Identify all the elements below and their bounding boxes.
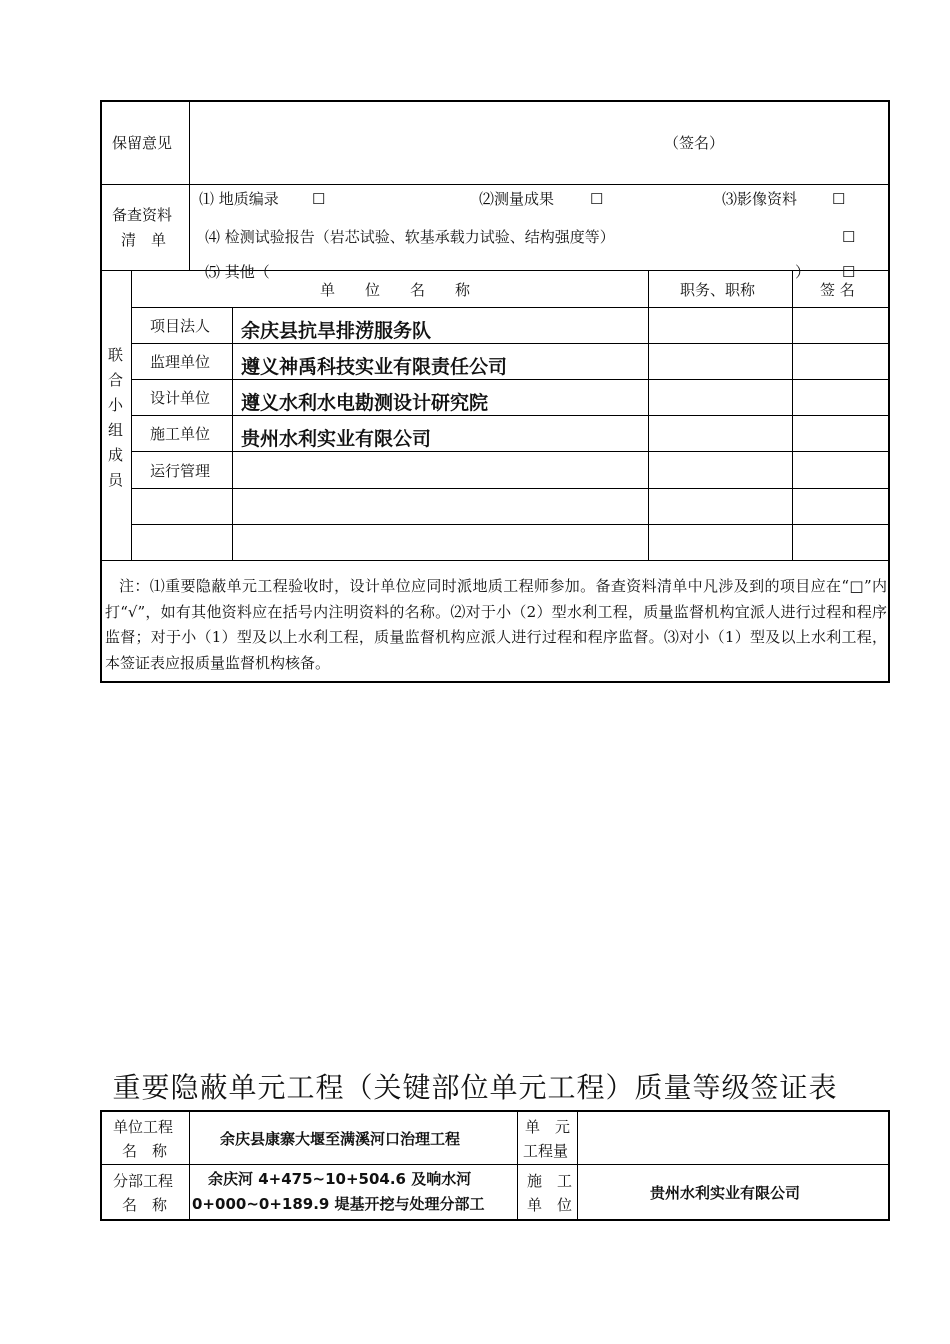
checklist-item-other: ⑸ 其他（ (205, 263, 270, 281)
reservation-label: 保留意见 (112, 134, 173, 152)
unit-project-value: 余庆县康寨大堰至满溪河口治理工程 (220, 1130, 461, 1148)
construction-label-2: 单 位 (527, 1196, 573, 1214)
header-position: 职务、职称 (680, 281, 756, 299)
role-operation: 运行管理 (150, 462, 211, 480)
unit-project-owner: 余庆县抗旱排涝服务队 (241, 320, 432, 342)
form-note: 注：⑴重要隐蔽单元工程验收时，设计单位应同时派地质工程师参加。备查资料清单中凡涉及到的项目应在“□”内打“√”，如有其他资料应在括号内注明资料的名称。⑵对于小（2）型水利工程，质量监督机构宜派人进行过程和程序监督；对于小（1）型及以上水利工程，质量监督机构应派人进行过程和程序监督。⑶对小（1）型及以上水利工程，本签证表应报质量监督机构核备。 (105, 577, 887, 672)
unit-quantity-label-2: 工程量 (523, 1142, 569, 1160)
role-supervision: 监理单位 (150, 353, 211, 371)
checkbox-survey[interactable]: ☐ (590, 190, 604, 208)
construction-label-1: 施 工 (527, 1172, 573, 1190)
checklist-item-test-report: ⑷ 检测试验报告（岩芯试验、软基承载力试验、结构强度等） (205, 228, 615, 246)
header-signature: 签 名 (820, 281, 855, 299)
checklist-label-line1: 备查资料 (112, 206, 173, 224)
checklist-item-survey: ⑵测量成果 (479, 190, 555, 208)
checkbox-test-report[interactable]: ☐ (842, 228, 856, 246)
sub-project-value-clip (190, 1166, 517, 1219)
checklist-label-line2: 清 单 (121, 231, 167, 249)
joint-group-char-1: 联 (108, 346, 124, 364)
unit-construction: 贵州水利实业有限公司 (241, 428, 432, 450)
joint-group-char-3: 小 (108, 396, 124, 414)
checkbox-geology[interactable]: ☐ (312, 190, 326, 208)
role-construction: 施工单位 (150, 425, 211, 443)
checklist-item-geology: ⑴ 地质编录 (199, 190, 279, 208)
sub-project-value-line1: 余庆河 4+475~10+504.6 及响水河 (208, 1170, 472, 1188)
sub-project-label-2: 名 称 (122, 1196, 168, 1214)
checklist-item-images: ⑶影像资料 (722, 190, 798, 208)
page-title: 重要隐蔽单元工程（关键部位单元工程）质量等级签证表 (112, 1071, 838, 1104)
checklist-item-other-clip (190, 258, 888, 281)
role-project-owner: 项目法人 (150, 317, 211, 335)
unit-supervision: 遵义神禹科技实业有限责任公司 (241, 356, 508, 378)
role-design: 设计单位 (150, 389, 211, 407)
unit-project-label-2: 名 称 (122, 1142, 168, 1160)
signature-placeholder: （签名） (664, 134, 725, 152)
unit-design: 遵义水利水电勘测设计研究院 (241, 392, 489, 414)
sub-project-value-line2: 0+000~0+189.9 堤基开挖与处理分部工 (192, 1195, 485, 1213)
checkbox-images[interactable]: ☐ (832, 190, 846, 208)
joint-group-char-2: 合 (108, 371, 124, 389)
header-unit-name: 单 位 名 称 (320, 281, 471, 299)
joint-group-char-6: 员 (108, 471, 124, 489)
joint-group-char-4: 组 (108, 421, 124, 439)
construction-value: 贵州水利实业有限公司 (650, 1184, 801, 1202)
checkbox-other[interactable]: ☐ (842, 263, 856, 281)
joint-group-char-5: 成 (108, 446, 124, 464)
sub-project-label-1: 分部工程 (113, 1172, 174, 1190)
checklist-item-other-close: ） (795, 263, 811, 281)
unit-project-label-1: 单位工程 (113, 1118, 174, 1136)
unit-quantity-label-1: 单 元 (525, 1118, 571, 1136)
